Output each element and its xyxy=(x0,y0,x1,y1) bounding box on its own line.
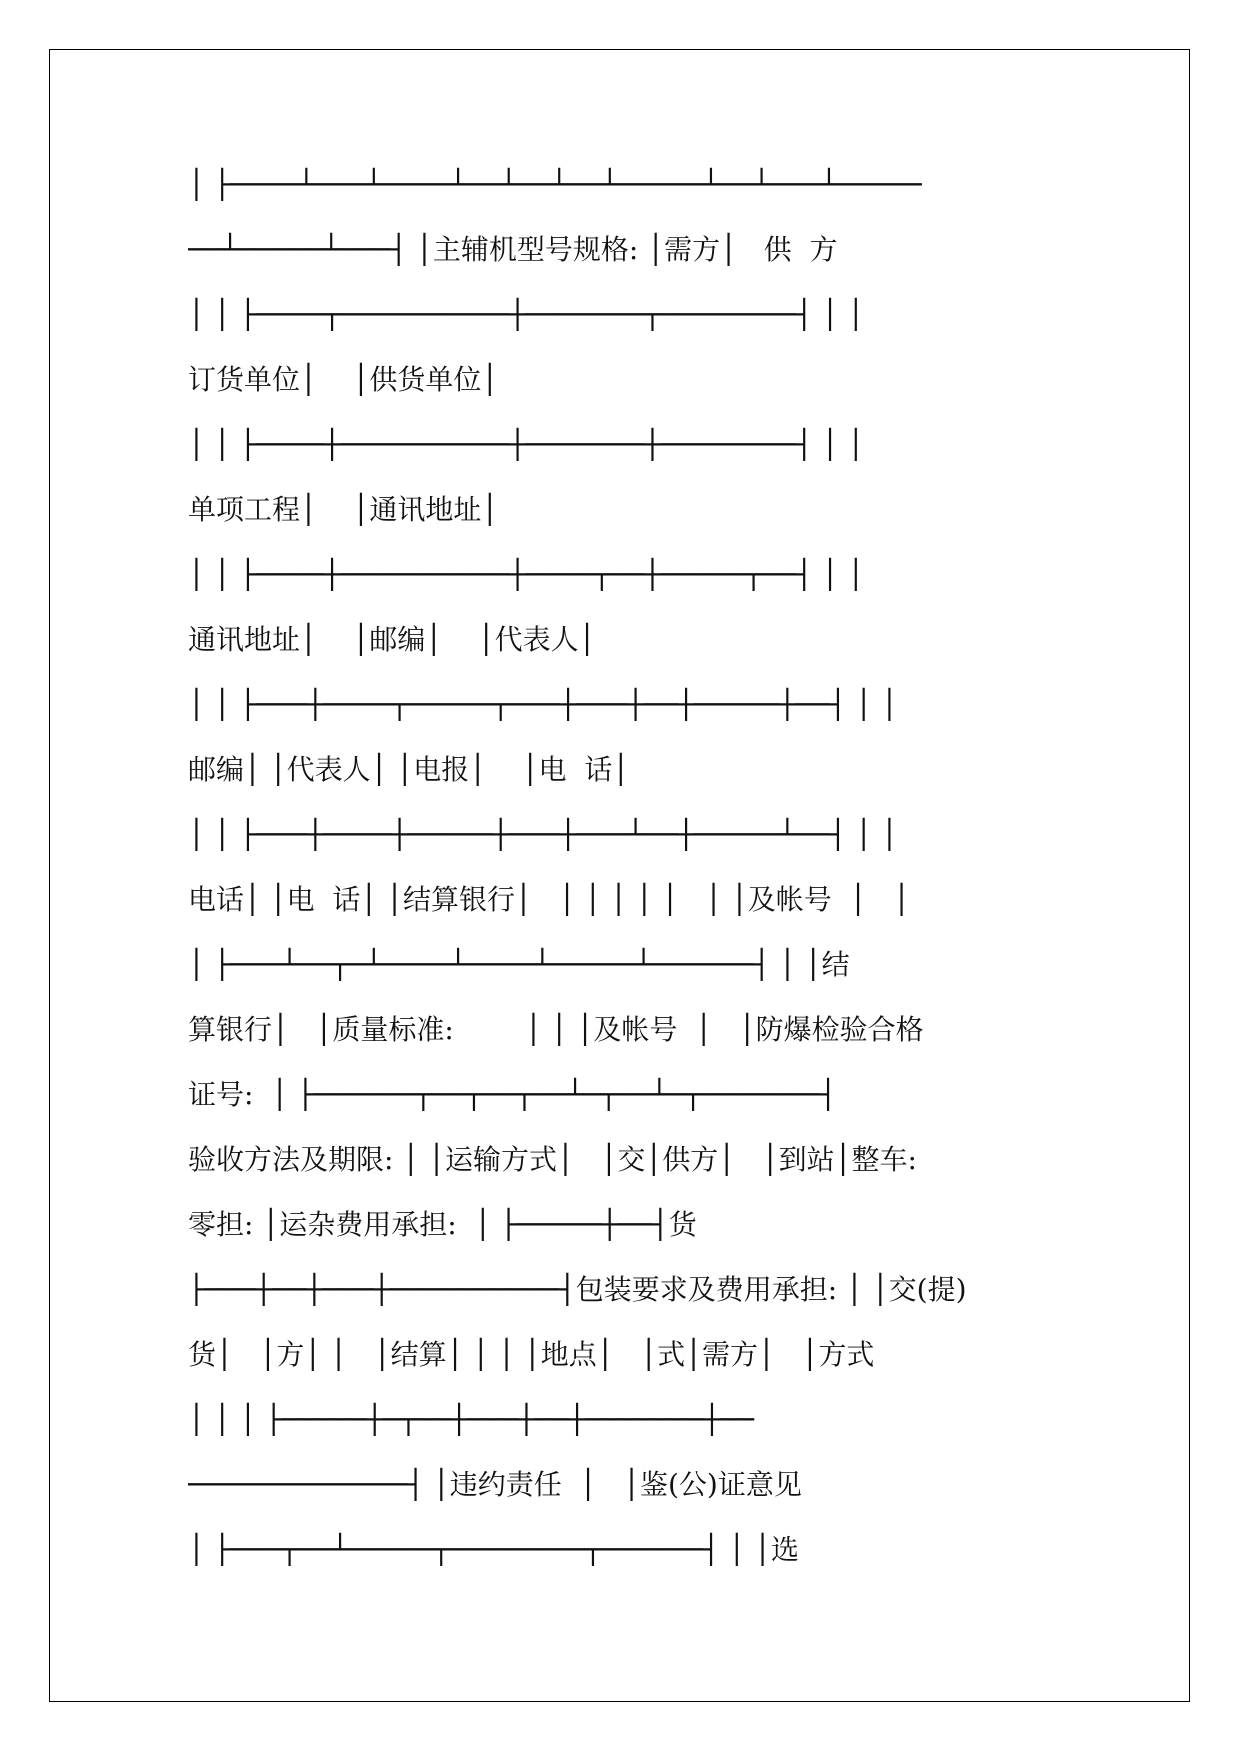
text-line: 证号: │ ├──────┬──┬──┬──┴─┬──┴─┬───────┤ xyxy=(188,1078,837,1111)
text-line: │ │ ├───┼────┬─────┬───┼───┼──┼─────┼──┤ │ │ xyxy=(188,688,898,721)
text-line: 零担: │运杂费用承担: │ ├─────┼──┤货 xyxy=(188,1208,697,1241)
text-line: │ ├───┴──┬─┴────┴────┴─────┴──────┤ │ │结 xyxy=(188,948,850,981)
text-line: │ ├───┬──┴─────┬────────┬──────┤ │ │选 xyxy=(188,1533,799,1566)
text-line: ├───┼──┼───┼──────────┤包装要求及费用承担: │ │交(提) xyxy=(188,1273,967,1306)
text-line: │ │ ├────┬──────────┼───────┬────────┤ │ │ xyxy=(188,298,865,331)
text-line: ──┴─────┴───┤ │主辅机型号规格: │需方│ 供 方 xyxy=(188,233,838,266)
text-line: 算银行│ │质量标准: │ │ │及帐号 │ │防爆检验合格 xyxy=(188,1013,924,1046)
text-line: 单项工程│ │通讯地址│ xyxy=(188,493,499,526)
text-line: 电话│ │电 话│ │结算银行│ │ │ │ │ │ │ │及帐号 │ │ xyxy=(188,883,911,916)
text-line: 邮编│ │代表人│ │电报│ │电 话│ xyxy=(188,753,630,786)
text-line: 订货单位│ │供货单位│ xyxy=(188,363,499,396)
text-line: ─────────────┤ │违约责任 │ │鉴(公)证意见 xyxy=(188,1468,802,1501)
text-line: 验收方法及期限: │ │运输方式│ │交│供方│ │到站│整车: xyxy=(188,1143,917,1176)
text-line: │ │ ├───┼────┼─────┼───┼───┴──┼─────┴──┤ │ │ xyxy=(188,818,898,851)
text-line: 通讯地址│ │邮编│ │代表人│ xyxy=(188,623,596,656)
text-line: │ │ ├────┼──────────┼───────┼────────┤ │ │ xyxy=(188,428,865,461)
document-body xyxy=(188,152,1088,1582)
text-line: │ ├────┴───┴────┴──┴──┴──┴─────┴──┴───┴───── xyxy=(188,168,922,201)
text-line: 货│ │方│ │ │结算│ │ │ │地点│ │式│需方│ │方式 xyxy=(188,1338,875,1371)
text-line: │ │ │ ├─────┼─┬──┼───┼──┼───────┼── xyxy=(188,1403,755,1436)
text-line: │ │ ├────┼──────────┼────┬──┼─────┬──┤ │ │ xyxy=(188,558,865,591)
